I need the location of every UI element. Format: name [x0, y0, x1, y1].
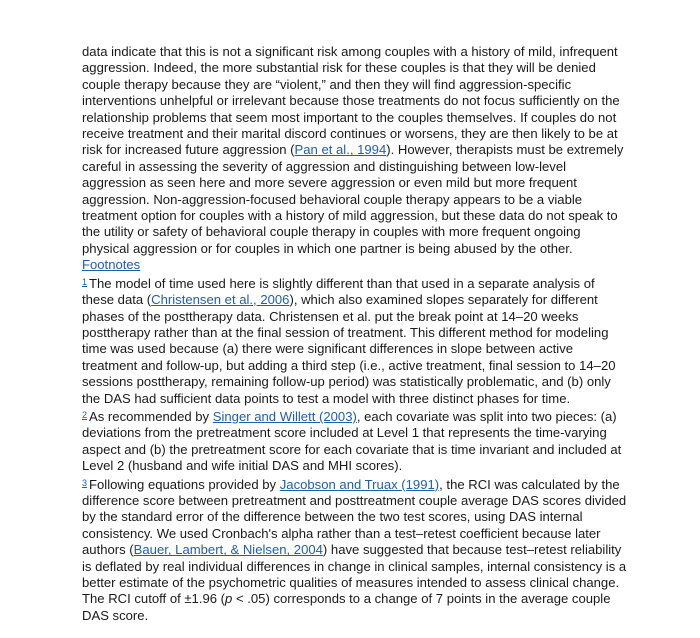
footnote-number-2[interactable]: 2 — [82, 409, 88, 420]
document-body — [82, 44, 627, 624]
footnote-number-1[interactable]: 1 — [82, 276, 88, 287]
footnote-text: , the RCI was calculated by the difference score between pretreatment and posttreatment couple average DAS scores divided by the standard error of the difference between the two test scores, using DAS internal consistency. We used Cronbach's alpha rather than a test–retest coefficient because later authors ( — [82, 476, 627, 558]
paragraph-text: ). However, therapists must be extremely careful in assessing the severity of aggression and distinguishing between low-level aggression as seen here and more severe aggression or even mild but more frequent aggression. Non-aggression-focused behavioral couple therapy appears to be a viable treatment option for couples with a history of mild aggression, but these data do not speak to the utility or safety of behavioral couple therapy in couples with more frequent ongoing physical aggression or for couples in which one partner is being abused by the other. — [82, 142, 624, 256]
footnotes-heading-link[interactable]: Footnotes — [82, 257, 141, 273]
footnote-text: The model of time used here is slightly different than that used in a separate analysis of these data ( — [82, 275, 595, 308]
footnote-3 — [82, 475, 627, 625]
footnote-text: As recommended by — [89, 408, 213, 424]
footnote-text: ), which also examined slopes separately for different phases of the posttherapy data. Christensen et al. put the break point at 14–20 weeks posttherapy rather than at the final session of treatment. This different method for modeling time was used because (a) there were significant differences in slope between active treatment and follow-up, but adding a third step (i.e., active treatment, final session to 14–20 sessions posttherapy, remaining follow-up period) was statistically problematic, and (b) only the DAS had sufficient data points to test a model with three distinct phases for time. — [82, 292, 616, 406]
citation-link-christensen[interactable]: Christensen et al., 2006 — [151, 292, 290, 308]
italic-p: p — [225, 591, 233, 607]
footnote-number-3[interactable]: 3 — [82, 477, 88, 488]
citation-link-bauer[interactable]: Bauer, Lambert, & Nielsen, 2004 — [133, 542, 323, 558]
citation-link-pan[interactable]: Pan et al., 1994 — [294, 142, 387, 158]
citation-link-jacobson-truax[interactable]: Jacobson and Truax (1991) — [279, 476, 440, 492]
paragraph-text: data indicate that this is not a significant risk among couples with a history of mild, infrequent aggression. Indeed, the more substantial risk for these couples is that they will be denied couple therapy because they are “violent,” and then they will find aggression-specific interventions unhelpful or irrelevant because those treatments do not focus sufficiently on the relationship problems that seem most important to the couples themselves. If couples do not receive treatment and their marital discord continues or worsens, they are then likely to be at risk for increased future aggression ( — [82, 44, 620, 158]
footnote-text: < .05) corresponds to a change of 7 points in the average couple DAS score. — [82, 591, 611, 623]
main-paragraph — [82, 44, 627, 257]
footnote-text: ) have suggested that because test–retest reliability is deflated by real individual differences in change in clinical samples, internal consistency is a better estimate of the psychometric qualities of measures intended to assess clinical change. The RCI cutoff of ±1.96 ( — [82, 542, 627, 607]
citation-link-singer-willett[interactable]: Singer and Willett (2003) — [212, 408, 357, 424]
footnote-text: Following equations provided by — [89, 476, 280, 492]
footnote-1 — [82, 274, 627, 407]
footnote-2 — [82, 407, 627, 475]
footnote-text: , each covariate was split into two pieces: (a) deviations from the pretreatment score included at Level 1 that represents the time-varying aspect and (b) the pretreatment score for each covariate that is time invariant and included at Level 2 (husband and wife initial DAS and MHI scores). — [82, 408, 622, 474]
